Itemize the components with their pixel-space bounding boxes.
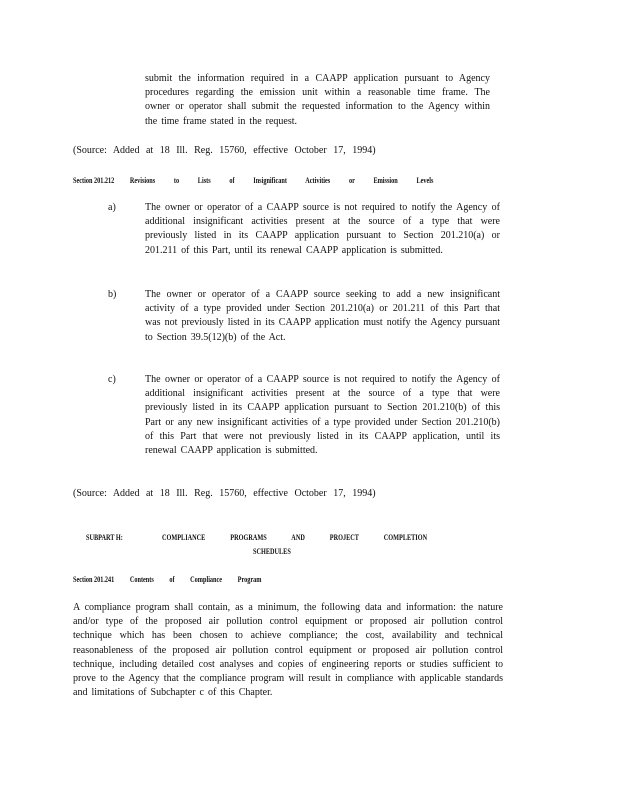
section-241-heading (73, 575, 276, 584)
item-c-text: The owner or operator of a CAAPP source is not required to notify the Agency of additional insignificant activities present at the source of a type that were previously listed in its CAAPP application pursuant to Section 201.210(b) of this Part or any new insignificant activities of a type provided under Section 201.210(b) of this Part that were not previously listed in its CAAPP application, until its renewal CAAPP application is submitted. (145, 374, 500, 457)
compliance-paragraph: A compliance program shall contain, as a minimum, the following data and information: the nature and/or type of the proposed air pollution control equipment or proposed air pollution control technique which has been chosen to achieve compliance; the cost, availability and technical reasonableness of the proposed air pollution control equipment or proposed air pollution control technique, including detailed cost analyses and copies of engineering reports or studies sufficient to prove to the Agency that the compliance program will result in compliance with applicable standards and limitations of Subchapter c of this Chapter. (73, 602, 503, 699)
item-c-label: c) (108, 374, 116, 385)
subpart-h-title-line-2: SCHEDULES (253, 547, 291, 556)
subpart-h-label: SUBPART H: (86, 533, 123, 542)
item-b-label: b) (108, 289, 117, 300)
item-a-text: The owner or operator of a CAAPP source is not required to notify the Agency of additional insignificant activities present at the source of a type that were previously listed in its CAAPP application pursuant to Section 201.210(a) or 201.211 of this Part, until its renewal CAAPP application is submitted. (145, 202, 500, 256)
source-note-2: (Source: Added at 18 Ill. Reg. 15760, effective October 17, 1994) (73, 488, 376, 499)
item-a-label: a) (108, 202, 116, 213)
top-paragraph: submit the information required in a CAAPP application pursuant to Agency procedures regarding the emission unit within a reasonable time frame. The owner or operator shall submit the requested information to the Agency within the time frame stated in the request. (145, 73, 490, 127)
section-212-heading (73, 176, 447, 185)
section-241-title: Contents of Compliance Program (129, 575, 262, 584)
subpart-h-title-line-1: COMPLIANCE PROGRAMS AND PROJECT COMPLETION (162, 533, 428, 542)
section-241-number: Section 201.241 (73, 575, 115, 584)
section-212-number: Section 201.212 (73, 176, 115, 185)
section-212-title: Revisions to Lists of Insignificant Activities or Emission Levels (129, 176, 434, 185)
source-note-1: (Source: Added at 18 Ill. Reg. 15760, effective October 17, 1994) (73, 145, 376, 156)
item-b-text: The owner or operator of a CAAPP source seeking to add a new insignificant activity of a type provided under Section 201.210(a) or 201.211 of this Part that was not previously listed in its CAAPP application must notify the Agency pursuant to Section 39.5(12)(b) of the Act. (145, 289, 500, 343)
